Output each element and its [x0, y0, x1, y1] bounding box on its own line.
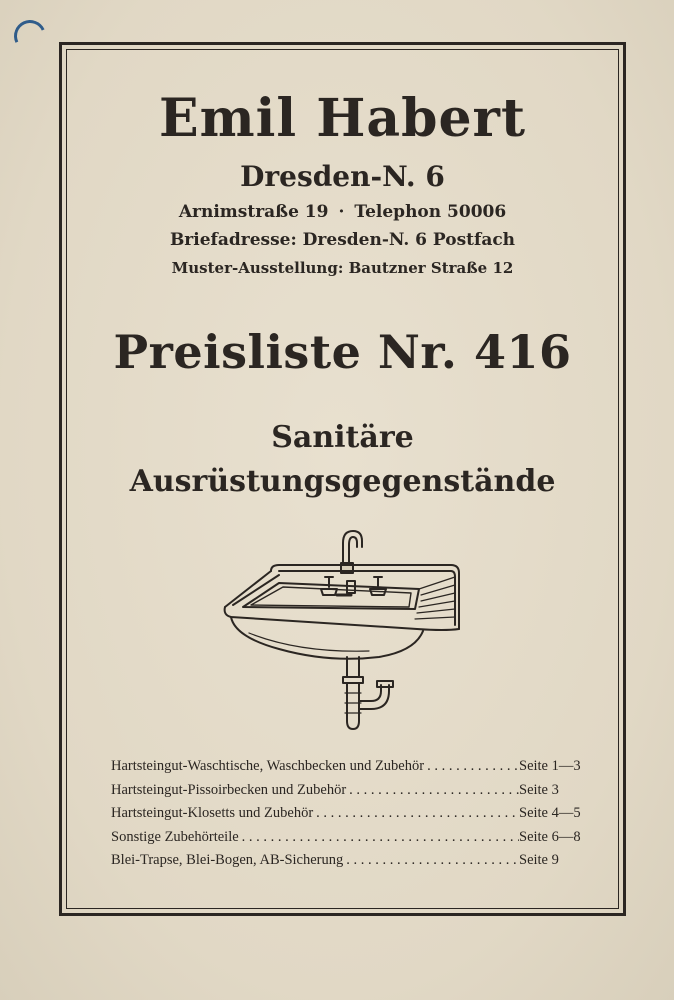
- postal-address: Briefadresse: Dresden-N. 6 Postfach: [169, 230, 516, 250]
- toc-leader-dots: [239, 829, 519, 846]
- subtitle-line-2: Ausrüstungsgegenstände: [129, 464, 556, 499]
- toc-item-page: Seite 6—8: [519, 828, 581, 845]
- address-line: [66, 202, 619, 222]
- telephone: Telephon 50006: [354, 202, 507, 222]
- subtitle-line-1: Sanitäre: [271, 420, 414, 455]
- toc-item-page: Seite 1—3: [519, 758, 581, 774]
- company-city: Dresden-N. 6: [240, 160, 445, 193]
- toc-row: [111, 829, 591, 853]
- toc-item-label: Hartsteingut-Klosetts und Zubehör: [111, 805, 314, 821]
- toc-row: [111, 758, 591, 782]
- company-name: Emil Habert: [159, 88, 526, 149]
- toc-row: [111, 805, 591, 829]
- washbasin-illustration-icon: [219, 525, 464, 735]
- toc-item-label: Sonstige Zubehörteile: [111, 828, 239, 845]
- showroom-address: Muster-Ausstellung: Bautzner Straße 12: [171, 259, 514, 277]
- toc-leader-dots: [424, 758, 519, 775]
- toc-item-page: Seite 4—5: [519, 805, 581, 821]
- toc-item-label: Blei-Trapse, Blei-Bogen, AB-Sicherung: [111, 852, 344, 868]
- toc-leader-dots: [346, 782, 519, 799]
- toc-item-page: Seite 3: [519, 781, 559, 798]
- street-address: Arnimstraße 19: [178, 202, 329, 222]
- toc-item-label: Hartsteingut-Pissoirbecken und Zubehör: [111, 781, 347, 798]
- toc-item-label: Hartsteingut-Waschtische, Waschbecken und Zubehör: [111, 758, 425, 774]
- toc-row: [111, 782, 591, 806]
- toc-leader-dots: [343, 852, 519, 869]
- table-of-contents: [111, 758, 591, 876]
- address-separator: ·: [338, 202, 345, 222]
- toc-leader-dots: [313, 805, 519, 822]
- toc-row: [111, 852, 591, 876]
- pricelist-title: Preisliste Nr. 416: [113, 325, 572, 379]
- toc-item-page: Seite 9: [519, 852, 559, 868]
